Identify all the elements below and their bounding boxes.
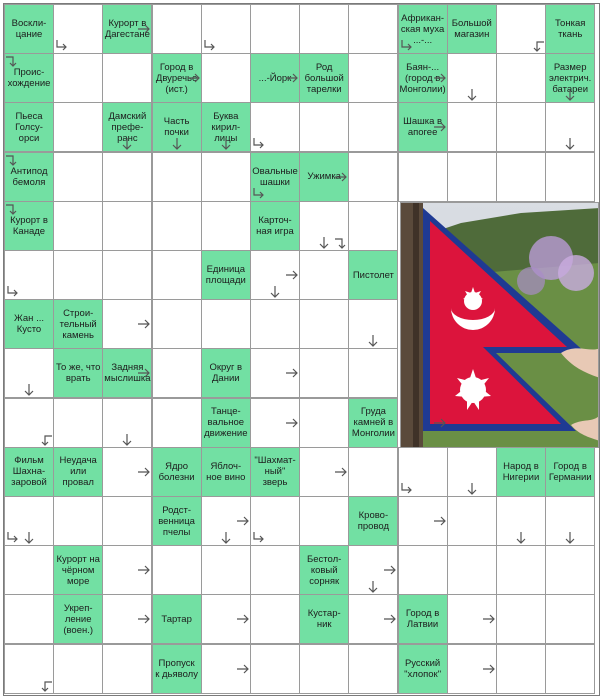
- clue-cell: [299, 594, 349, 644]
- clue-text: Род большой тарелки: [304, 61, 344, 95]
- arrow-down-icon: [219, 532, 233, 546]
- arrow-right-down-icon: [6, 154, 20, 168]
- answer-cell[interactable]: [299, 644, 349, 694]
- clue-cell: [152, 447, 202, 497]
- answer-cell[interactable]: [496, 53, 546, 103]
- clue-cell: [152, 644, 202, 694]
- answer-cell[interactable]: [152, 348, 202, 398]
- answer-cell[interactable]: [53, 250, 103, 300]
- clue-text: Бестол- ковый сорняк: [307, 553, 342, 587]
- arrow-right-icon: [237, 662, 251, 676]
- answer-cell[interactable]: [545, 152, 595, 202]
- clue-text: Антипод бемоля: [10, 165, 48, 188]
- answer-cell[interactable]: [152, 398, 202, 448]
- answer-cell[interactable]: [152, 201, 202, 251]
- clue-text: Крово- провод: [357, 510, 390, 532]
- arrow-down-icon: [514, 532, 528, 546]
- clue-cell: [299, 53, 349, 103]
- arrow-down-icon: [170, 138, 184, 152]
- clue-text: Жан ... Кусто: [14, 313, 44, 336]
- arrow-down-icon: [465, 89, 479, 103]
- answer-cell[interactable]: [299, 348, 349, 398]
- arrow-right-icon: [483, 612, 497, 626]
- clue-text: Баян-... (город в Монголии): [399, 61, 446, 95]
- clue-text: Задняя мыслишка: [104, 362, 151, 385]
- arrow-down-icon: [366, 581, 380, 595]
- clue-cell: [348, 496, 398, 546]
- answer-cell[interactable]: [102, 201, 152, 251]
- clue-text: Курорт на чёрном море: [56, 553, 100, 587]
- clue-text: То же, что врать: [55, 362, 101, 385]
- arrow-down-right-icon: [252, 138, 266, 152]
- arrow-right-icon: [286, 366, 300, 380]
- answer-cell[interactable]: [496, 152, 546, 202]
- clue-text: Курорт в Дагестане: [104, 18, 150, 40]
- arrow-right-icon: [434, 514, 448, 528]
- clue-text: Размер электрич. батареи: [549, 61, 592, 95]
- clue-cell: [545, 4, 595, 54]
- answer-cell[interactable]: [299, 250, 349, 300]
- answer-cell[interactable]: [398, 545, 448, 595]
- clue-text: Часть почки: [163, 116, 190, 139]
- arrow-down-icon: [563, 138, 577, 152]
- clue-text: ...-Йорк: [258, 72, 292, 84]
- answer-cell[interactable]: [102, 250, 152, 300]
- answer-cell[interactable]: [348, 102, 398, 152]
- arrow-down-icon: [563, 532, 577, 546]
- clue-text: Неудача или провал: [59, 455, 97, 489]
- clue-text: Город в Германии: [548, 460, 592, 483]
- arrow-right-icon: [138, 612, 152, 626]
- clue-text: Большой магазин: [451, 18, 492, 40]
- clue-cell: [201, 398, 251, 448]
- arrow-right-icon: [483, 662, 497, 676]
- arrow-down-icon: [120, 138, 134, 152]
- answer-cell[interactable]: [496, 102, 546, 152]
- clue-cell: [201, 348, 251, 398]
- answer-cell[interactable]: [102, 152, 152, 202]
- clue-cell: [398, 644, 448, 694]
- arrow-right-icon: [286, 416, 300, 430]
- answer-cell[interactable]: [348, 447, 398, 497]
- clue-text: Овальные шашки: [252, 165, 298, 188]
- answer-cell[interactable]: [53, 398, 103, 448]
- clue-text: Пистолет: [352, 269, 394, 281]
- clue-cell: [348, 398, 398, 448]
- arrow-right-icon: [384, 612, 398, 626]
- answer-cell[interactable]: [201, 201, 251, 251]
- answer-cell[interactable]: [545, 644, 595, 694]
- clue-cell: [496, 447, 546, 497]
- clue-text: Народ в Нигерии: [502, 460, 540, 483]
- clue-cell: [4, 299, 54, 349]
- arrow-down-right-icon: [55, 40, 69, 54]
- answer-cell[interactable]: [102, 496, 152, 546]
- answer-cell[interactable]: [348, 201, 398, 251]
- clue-cell: [4, 102, 54, 152]
- answer-cell[interactable]: [496, 545, 546, 595]
- arrow-right-down-icon: [6, 55, 20, 69]
- clue-text: Ядро болезни: [158, 460, 195, 483]
- answer-cell[interactable]: [152, 152, 202, 202]
- answer-cell[interactable]: [152, 4, 202, 54]
- answer-cell[interactable]: [250, 644, 300, 694]
- clue-cell: [53, 348, 103, 398]
- clue-text: Буква кирил- лицы: [211, 110, 241, 144]
- clue-cell: [398, 594, 448, 644]
- clue-text: Родст- венница пчелы: [158, 504, 195, 538]
- arrow-right-icon: [434, 120, 448, 134]
- clue-text: Пьеса Голсу- орси: [15, 110, 43, 144]
- arrow-right-down-alt-icon: [335, 237, 349, 251]
- answer-cell[interactable]: [102, 644, 152, 694]
- answer-cell[interactable]: [299, 102, 349, 152]
- clue-cell: [250, 201, 300, 251]
- arrow-down-icon: [120, 434, 134, 448]
- answer-cell[interactable]: [496, 594, 546, 644]
- answer-cell[interactable]: [545, 545, 595, 595]
- answer-cell[interactable]: [398, 152, 448, 202]
- clue-text: Строи- тельный камень: [59, 307, 97, 341]
- arrow-down-icon: [22, 532, 36, 546]
- answer-cell[interactable]: [250, 299, 300, 349]
- answer-cell[interactable]: [201, 152, 251, 202]
- clue-cell: [152, 496, 202, 546]
- clue-cell: [299, 545, 349, 595]
- arrow-down-right-icon: [6, 532, 20, 546]
- answer-cell[interactable]: [53, 102, 103, 152]
- answer-cell[interactable]: [299, 299, 349, 349]
- arrow-down-icon: [22, 384, 36, 398]
- clue-text: Укреп- ление (воен.): [63, 602, 94, 636]
- arrow-right-icon: [286, 71, 300, 85]
- answer-cell[interactable]: [4, 594, 54, 644]
- arrow-down-icon: [317, 237, 331, 251]
- answer-cell[interactable]: [53, 53, 103, 103]
- answer-cell[interactable]: [447, 496, 497, 546]
- arrow-right-icon: [138, 465, 152, 479]
- clue-text: Единица площади: [205, 264, 246, 286]
- answer-cell[interactable]: [152, 545, 202, 595]
- arrow-down-right-icon: [400, 483, 414, 497]
- arrow-right-icon: [138, 563, 152, 577]
- arrow-down-icon: [465, 483, 479, 497]
- clue-cell: [348, 250, 398, 300]
- clue-cell: [53, 594, 103, 644]
- clue-text: Тартар: [161, 613, 192, 625]
- answer-cell[interactable]: [545, 594, 595, 644]
- arrow-right-icon: [138, 366, 152, 380]
- arrow-down-icon: [268, 286, 282, 300]
- clue-cell: [4, 4, 54, 54]
- arrow-down-icon: [563, 89, 577, 103]
- arrow-left-down-icon: [40, 434, 54, 448]
- clue-text: Дамский префе- ранс: [108, 110, 147, 144]
- answer-cell[interactable]: [250, 4, 300, 54]
- answer-cell[interactable]: [53, 201, 103, 251]
- arrow-down-right-icon: [400, 40, 414, 54]
- clue-text: Шашка в апогее: [403, 116, 443, 139]
- clue-text: Округ в Дании: [209, 362, 243, 385]
- answer-cell[interactable]: [447, 545, 497, 595]
- arrow-down-icon: [366, 335, 380, 349]
- clue-text: Фильм Шахна- заровой: [11, 455, 47, 489]
- arrow-right-icon: [237, 612, 251, 626]
- arrow-down-right-icon: [6, 286, 20, 300]
- clue-cell: [201, 250, 251, 300]
- clue-cell: [250, 447, 300, 497]
- arrow-right-icon: [138, 317, 152, 331]
- arrow-right-icon: [286, 268, 300, 282]
- clue-text: Карточ- ная игра: [256, 214, 294, 237]
- answer-cell[interactable]: [4, 545, 54, 595]
- clue-text: Кустар- ник: [307, 608, 341, 631]
- clue-cell: [53, 447, 103, 497]
- arrow-left-down-icon: [40, 680, 54, 694]
- clue-cell: [53, 545, 103, 595]
- arrow-right-icon: [434, 71, 448, 85]
- answer-cell[interactable]: [201, 53, 251, 103]
- clue-cell: [4, 447, 54, 497]
- answer-cell[interactable]: [348, 152, 398, 202]
- arrow-right-down-icon: [6, 203, 20, 217]
- arrow-down-right-icon: [203, 40, 217, 54]
- arrow-right-icon: [434, 416, 448, 430]
- arrow-down-icon: [219, 138, 233, 152]
- clue-cell: [201, 447, 251, 497]
- clue-text: Тонкая ткань: [554, 18, 586, 40]
- clue-text: Танце- вальное движение: [204, 406, 248, 440]
- answer-cell[interactable]: [447, 152, 497, 202]
- clue-text: Курорт в Канаде: [10, 214, 48, 237]
- answer-cell[interactable]: [53, 496, 103, 546]
- answer-cell[interactable]: [250, 545, 300, 595]
- arrow-right-icon: [335, 465, 349, 479]
- answer-cell[interactable]: [348, 644, 398, 694]
- answer-cell[interactable]: [152, 250, 202, 300]
- clue-text: Город в Латвии: [405, 608, 440, 631]
- clue-text: Город в Двуречье (ист.): [155, 61, 198, 95]
- clue-text: "Шахмат- ный" зверь: [254, 455, 296, 489]
- clue-cell: [53, 299, 103, 349]
- answer-cell[interactable]: [201, 299, 251, 349]
- clue-text: Проис- хождение: [7, 67, 51, 90]
- clue-cell: [447, 4, 497, 54]
- nepal-flag-photo: [400, 202, 599, 448]
- answer-cell[interactable]: [250, 594, 300, 644]
- arrow-down-right-icon: [252, 188, 266, 202]
- clue-cell: [152, 594, 202, 644]
- arrow-left-down-icon: [532, 40, 546, 54]
- answer-cell[interactable]: [102, 53, 152, 103]
- answer-cell[interactable]: [53, 152, 103, 202]
- answer-cell[interactable]: [299, 4, 349, 54]
- answer-cell[interactable]: [348, 53, 398, 103]
- arrow-right-icon: [384, 563, 398, 577]
- answer-cell[interactable]: [348, 348, 398, 398]
- answer-cell[interactable]: [201, 545, 251, 595]
- arrow-right-icon: [335, 170, 349, 184]
- answer-cell[interactable]: [299, 398, 349, 448]
- answer-cell[interactable]: [496, 644, 546, 694]
- arrow-down-right-icon: [252, 532, 266, 546]
- answer-cell[interactable]: [348, 4, 398, 54]
- answer-cell[interactable]: [447, 102, 497, 152]
- clue-text: Ужимка: [307, 171, 341, 183]
- arrow-right-icon: [237, 514, 251, 528]
- answer-cell[interactable]: [152, 299, 202, 349]
- clue-text: Воскли- цание: [11, 18, 47, 40]
- answer-cell[interactable]: [53, 644, 103, 694]
- clue-cell: [545, 447, 595, 497]
- arrow-right-icon: [138, 22, 152, 36]
- clue-text: Африкан- ская муха ...-...: [400, 12, 445, 46]
- clue-text: Яблоч- ное вино: [206, 460, 246, 483]
- clue-text: Пропуск к дьяволу: [155, 657, 198, 680]
- answer-cell[interactable]: [299, 496, 349, 546]
- clue-text: Груда камней в Монголии: [351, 406, 395, 440]
- flag-of-nepal-icon: [401, 203, 599, 448]
- clue-text: Русский "хлопок": [404, 657, 442, 680]
- arrow-right-icon: [188, 71, 202, 85]
